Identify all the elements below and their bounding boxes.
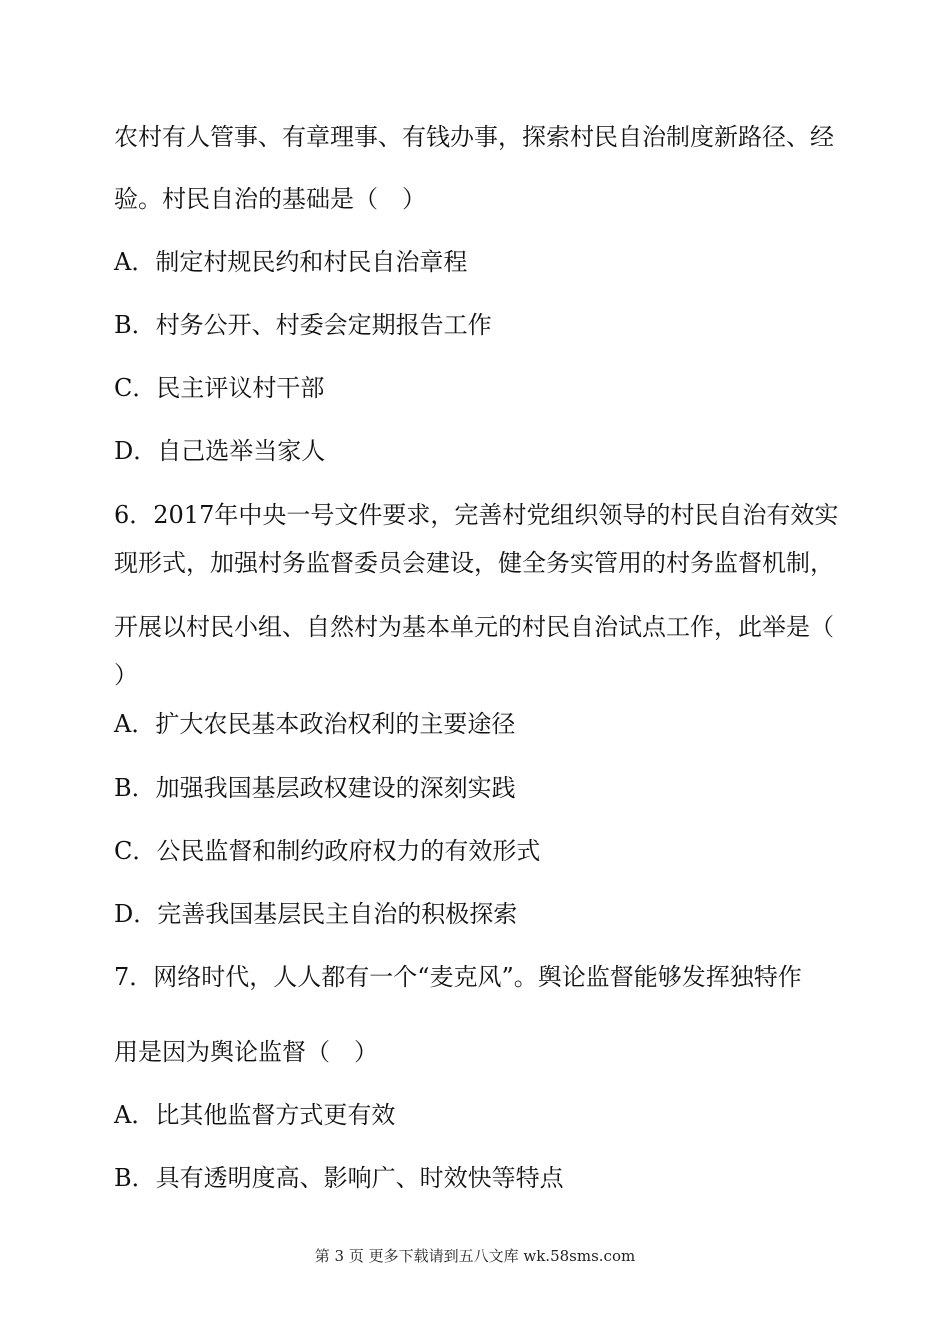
question-5-option-a: A．制定村规民约和村民自治章程	[114, 248, 468, 276]
question-5-stem-line-1: 农村有人管事、有章理事、有钱办事，探索村民自治制度新路径、经	[114, 123, 834, 151]
question-6-stem-line-4: ）	[114, 661, 138, 689]
question-5-stem-line-2: 验。村民自治的基础是（ ）	[114, 185, 426, 213]
question-7-option-b: B．具有透明度高、影响广、时效快等特点	[114, 1164, 564, 1192]
question-6-option-b: B．加强我国基层政权建设的深刻实践	[114, 774, 516, 802]
question-6-option-a: A．扩大农民基本政治权利的主要途径	[114, 710, 516, 738]
question-7-stem-line-2: 用是因为舆论监督（ ）	[114, 1038, 378, 1066]
page-footer: 第 3 页 更多下载请到五八文库 wk.58sms.com	[314, 1247, 636, 1265]
question-6-option-c: C．公民监督和制约政府权力的有效形式	[114, 837, 541, 865]
question-5-option-b: B．村务公开、村委会定期报告工作	[114, 311, 492, 339]
question-6-stem-line-3: 开展以村民小组、自然村为基本单元的村民自治试点工作，此举是（	[114, 613, 834, 641]
question-6-stem-line-2: 现形式，加强村务监督委员会建设，健全务实管用的村务监督机制，	[114, 549, 834, 577]
question-7-stem-line-1: 7．网络时代，人人都有一个“麦克风”。舆论监督能够发挥独特作	[114, 963, 802, 991]
question-7-option-a: A．比其他监督方式更有效	[114, 1101, 396, 1129]
question-6-stem-line-1: 6．2017年中央一号文件要求，完善村党组织领导的村民自治有效实	[114, 501, 839, 529]
question-5-option-d: D．自己选举当家人	[114, 437, 326, 465]
question-5-option-c: C．民主评议村干部	[114, 374, 325, 402]
question-6-option-d: D．完善我国基层民主自治的积极探索	[114, 900, 518, 928]
